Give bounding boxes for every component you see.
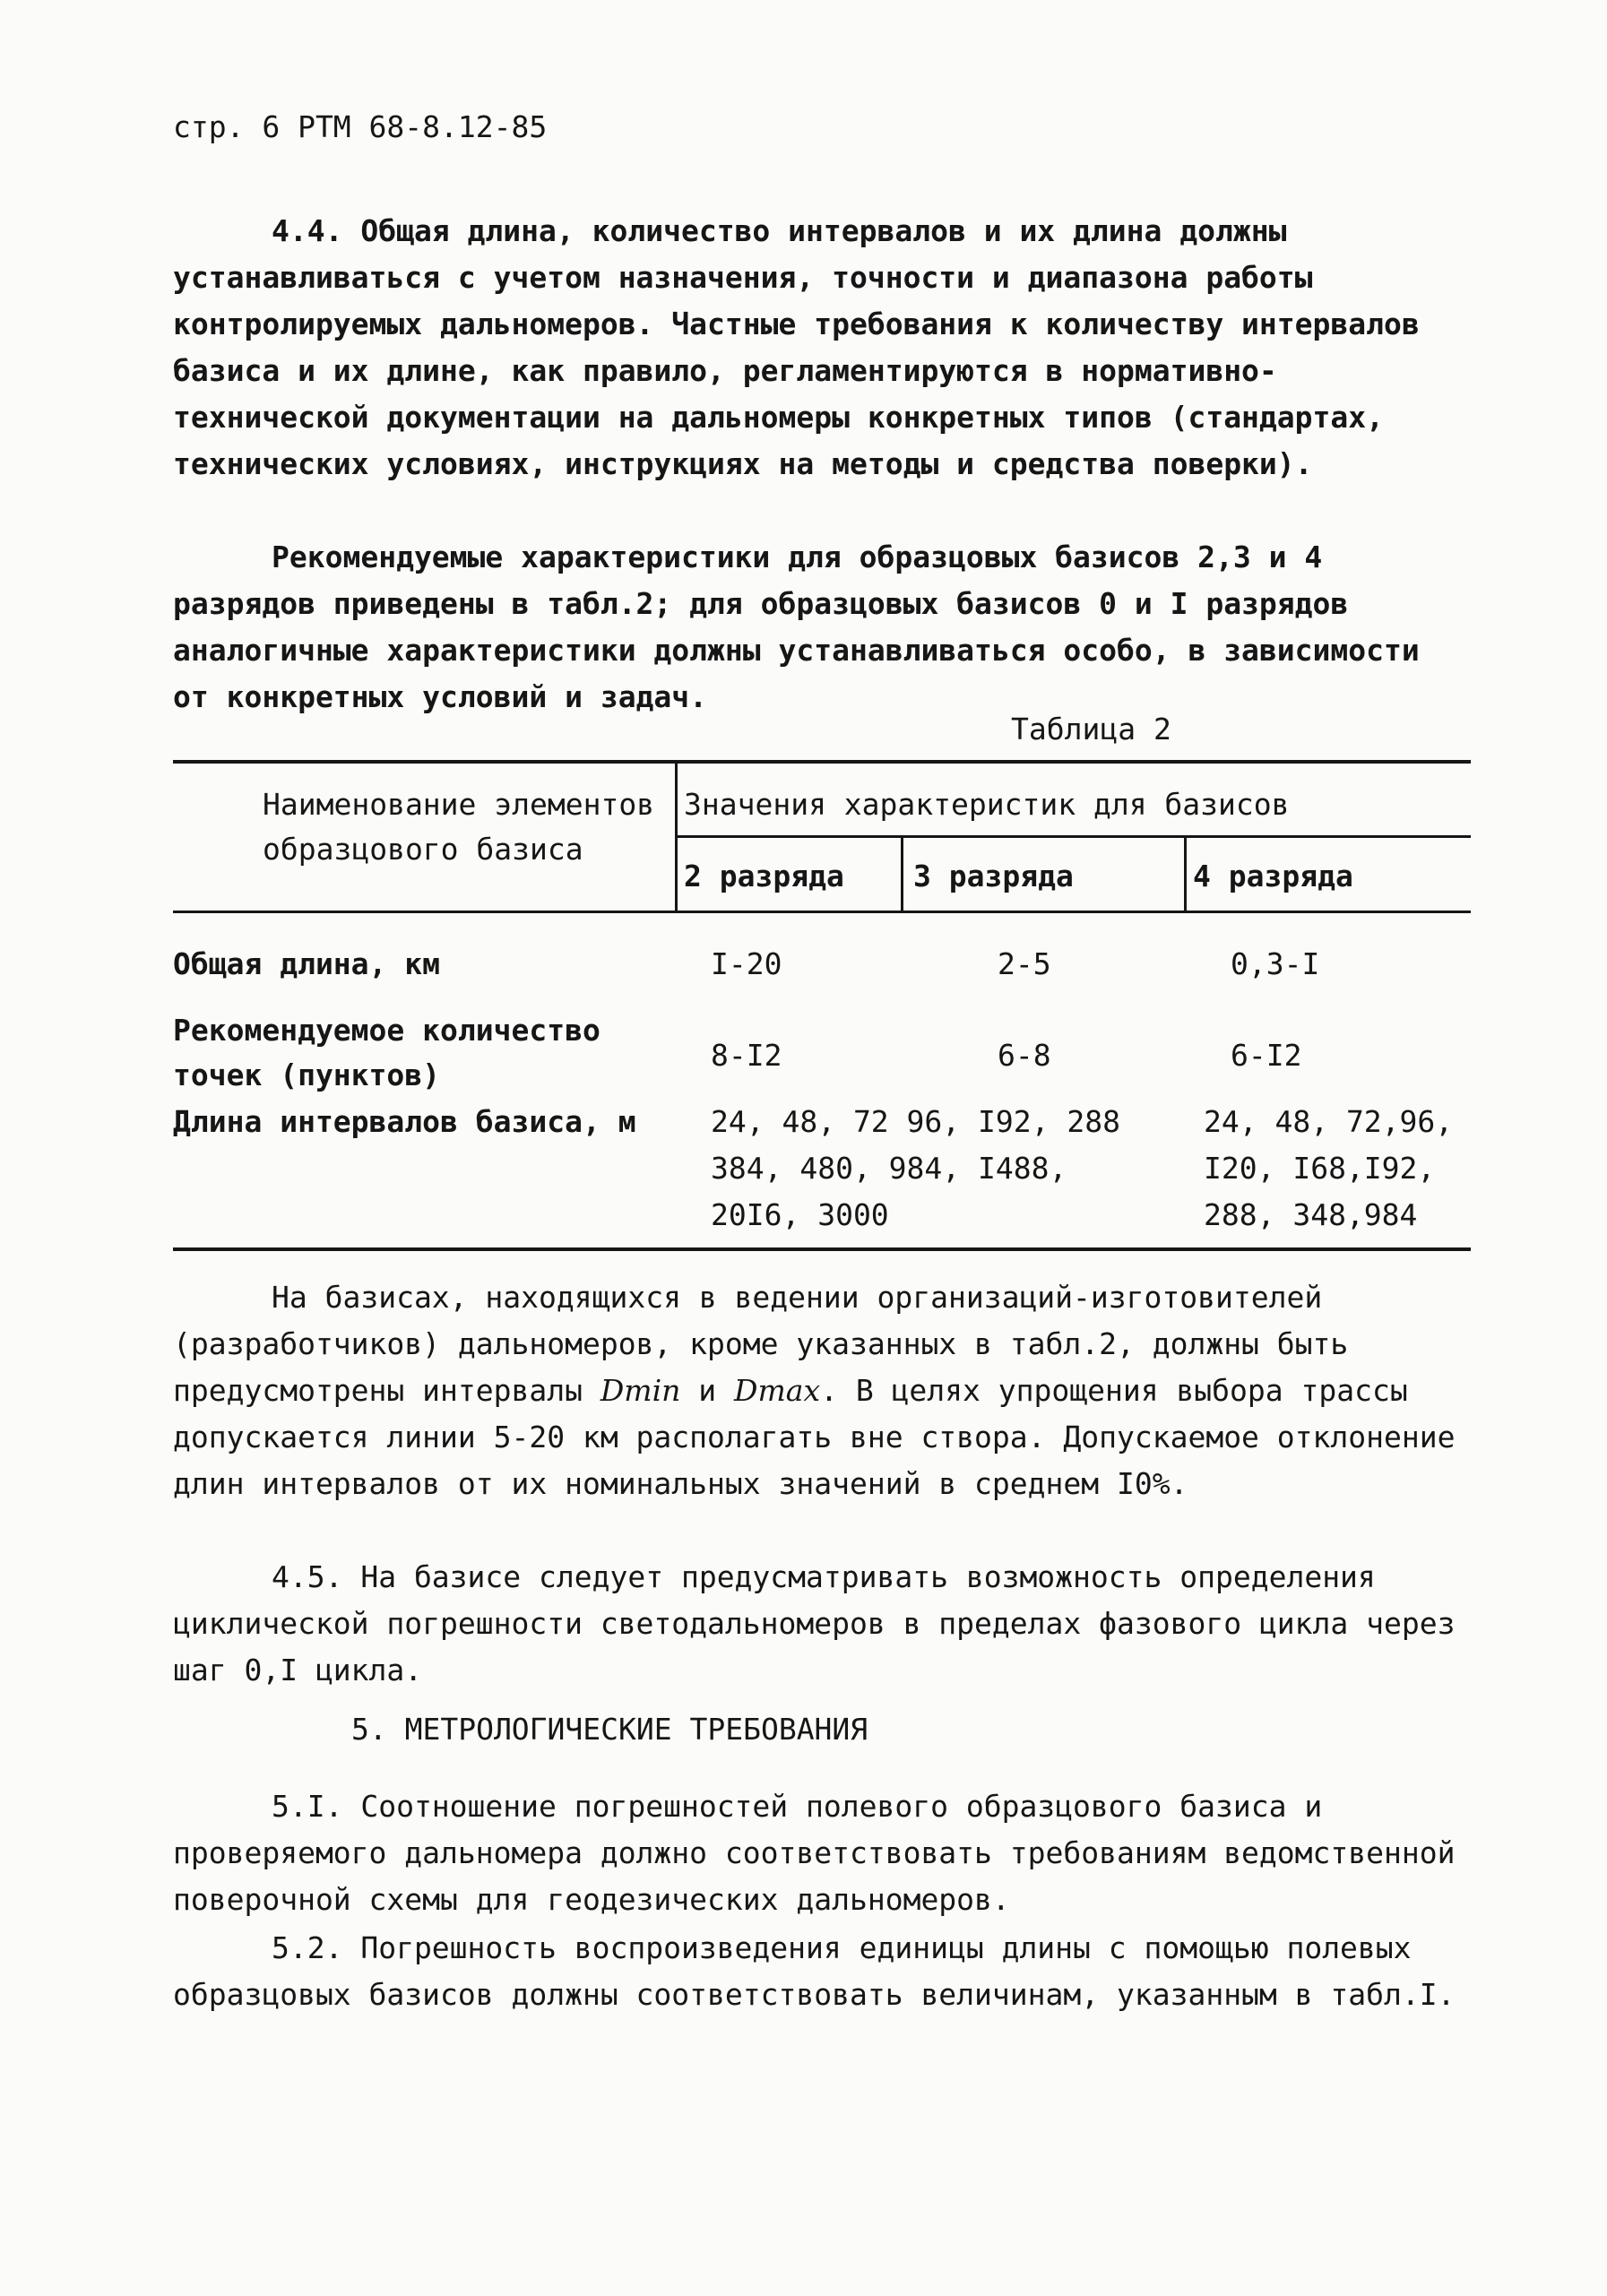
row-intervals-rank-23-line-3: 20I6, 3000	[711, 1197, 889, 1232]
table-bottom-rule	[173, 1247, 1471, 1251]
row-total-length-rank-3: 2-5	[998, 946, 1051, 981]
paragraph-bases-part-2: . В целях упрощения выбора трассы допускается линии 5-20 км располагать вне створа. Допускаемое отклонение длин интервалов от их номинальных значений в среднем I0%.	[173, 1373, 1456, 1501]
header-name-line-1: Наименование элементов	[263, 787, 655, 822]
row-total-length-rank-4: 0,3-I	[1231, 946, 1320, 981]
paragraph-5-1: 5.I. Соотношение погрешностей полевого образцового базиса и проверяемого дальномера должно соответствовать требованиям ведомственной поверочной схемы для геодезических дальномеров.	[173, 1789, 1456, 1917]
row-points-rank-3: 6-8	[998, 1038, 1051, 1073]
table-2	[173, 760, 1471, 1255]
paragraph-4-4: 4.4. Общая длина, количество интервалов и их длина должны устанавливаться с учетом назначения, точности и диапазона работы контролируемых дальномеров. Частные требования к количеству интервалов базиса и их длине, как правило, регламентируются в нормативно-технической документации на дальномеры конкретных типов (стандартах, технических условиях, инструкциях на методы и средства поверки).	[173, 213, 1420, 481]
paragraph-recommended: Рекомендуемые характеристики для образцовых базисов 2,3 и 4 разрядов приведены в табл.2; для образцовых базисов 0 и I разрядов аналогичные характеристики должны устанавливаться особо, в зависимости от конкретных условий и задач.	[173, 539, 1420, 714]
header-values: Значения характеристик для базисов	[684, 787, 1290, 822]
subheader-rank-2: 2 разряда	[684, 859, 844, 893]
subheader-rank-4: 4 разряда	[1193, 859, 1353, 893]
paragraph-4-5: 4.5. На базисе следует предусматривать возможность определения циклической погрешности светодальномеров в пределах фазового цикла через шаг 0,I цикла.	[173, 1559, 1456, 1687]
paragraph-bases-and: и	[698, 1373, 717, 1408]
d-min-symbol: Dmin	[600, 1373, 681, 1408]
paragraph-bases	[173, 1274, 1473, 1507]
row-points-rank-4: 6-I2	[1231, 1038, 1302, 1073]
section-5-heading: 5. МЕТРОЛОГИЧЕСКИЕ ТРЕБОВАНИЯ	[351, 1712, 868, 1747]
table-top-rule	[173, 760, 1471, 764]
row-intervals-rank-4-line-3: 288, 348,984	[1204, 1197, 1418, 1232]
page-header: стр. 6 РТМ 68-8.12-85	[173, 109, 548, 144]
row-intervals-rank-23-line-2: 384, 480, 984, I488,	[711, 1151, 1067, 1186]
row-intervals-rank-4-line-1: 24, 48, 72,96,	[1204, 1104, 1454, 1139]
table-caption: Таблица 2	[1011, 712, 1171, 747]
table-subheader-rule	[675, 835, 1471, 838]
subheader-rank-3: 3 разряда	[913, 859, 1074, 893]
paragraph-5-2: 5.2. Погрешность воспроизведения единицы длины с помощью полевых образцовых базисов должны соответствовать величинам, указанным в табл.I.	[173, 1930, 1456, 2012]
table-vertical-rule-2	[901, 835, 903, 913]
table-header-rule	[173, 911, 1471, 913]
header-name-line-2: образцового базиса	[263, 832, 583, 867]
table-vertical-rule-3	[1184, 835, 1187, 913]
table-vertical-rule-1	[675, 760, 678, 913]
row-intervals-rank-4-line-2: I20, I68,I92,	[1204, 1151, 1436, 1186]
row-intervals-name: Длина интервалов базиса, м	[173, 1104, 636, 1139]
row-intervals-rank-23-line-1: 24, 48, 72 96, I92, 288	[711, 1104, 1120, 1139]
row-points-name-line-1: Рекомендуемое количество	[173, 1013, 600, 1048]
d-max-symbol: Dmax	[734, 1373, 821, 1408]
row-points-rank-2: 8-I2	[711, 1038, 782, 1073]
row-total-length-rank-2: I-20	[711, 946, 782, 981]
row-points-name-line-2: точек (пунктов)	[173, 1057, 441, 1092]
paragraph-bases-part-1: На базисах, находящихся в ведении организаций-изготовителей (разработчиков) дальномеров, кроме указанных в табл.2, должны быть предусмотрены интервалы	[173, 1280, 1349, 1408]
row-total-length-name: Общая длина, км	[173, 946, 441, 981]
